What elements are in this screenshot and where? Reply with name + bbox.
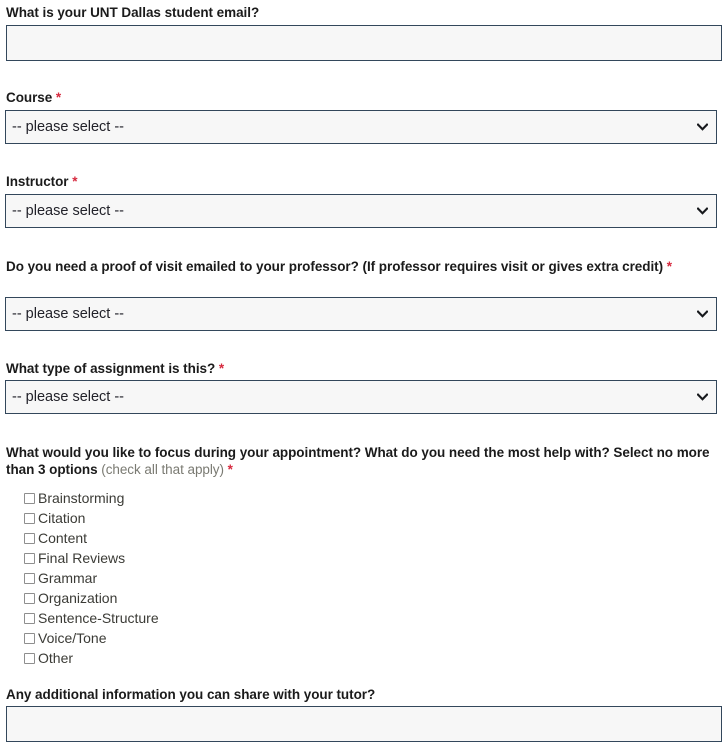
focus-area-label[interactable]: Organization	[38, 590, 118, 606]
select-wrap-course	[5, 110, 717, 144]
field-instructor	[0, 173, 83, 190]
focus-area-label[interactable]: Sentence-Structure	[38, 610, 159, 626]
label-student-email-text: What is your UNT Dallas student email?	[6, 5, 260, 20]
focus-area-checkbox[interactable]	[24, 553, 35, 564]
select-wrap-proof-of-visit	[5, 297, 717, 331]
label-focus-areas	[6, 444, 716, 478]
field-student-email	[0, 4, 265, 21]
checkbox-row[interactable]	[24, 648, 159, 668]
assignment-type-select[interactable]	[5, 380, 717, 414]
focus-area-checkbox[interactable]	[24, 573, 35, 584]
input-wrap-additional-info	[6, 706, 722, 742]
checkbox-row[interactable]	[24, 568, 159, 588]
checkbox-row[interactable]	[24, 488, 159, 508]
focus-area-label[interactable]: Content	[38, 530, 88, 546]
focus-area-label[interactable]: Other	[38, 650, 74, 666]
focus-area-checkbox[interactable]	[24, 633, 35, 644]
label-focus-areas-hint: (check all that apply)	[101, 462, 224, 477]
focus-area-label[interactable]: Citation	[38, 510, 86, 526]
label-course	[6, 89, 61, 106]
instructor-select[interactable]	[5, 194, 717, 228]
label-student-email	[6, 4, 259, 21]
checkbox-row[interactable]	[24, 548, 159, 568]
field-proof-of-visit	[0, 258, 700, 275]
checkbox-row[interactable]	[24, 628, 159, 648]
label-proof-of-visit-text: Do you need a proof of visit emailed to your professor? (If professor requires visit or gives extra credit)	[6, 259, 664, 274]
field-additional-info	[0, 686, 381, 703]
label-additional-info	[6, 686, 375, 703]
course-select[interactable]	[5, 110, 717, 144]
required-asterisk: *	[215, 361, 225, 376]
required-asterisk: *	[52, 90, 62, 105]
focus-area-checkbox[interactable]	[24, 513, 35, 524]
student-email-input[interactable]	[6, 25, 722, 61]
focus-areas-checkbox-group	[0, 488, 159, 668]
proof-of-visit-select[interactable]	[5, 297, 717, 331]
select-wrap-assignment-type	[5, 380, 717, 414]
field-focus-areas	[0, 444, 722, 478]
input-wrap-student-email	[6, 25, 722, 61]
label-course-text: Course	[6, 90, 53, 105]
checkbox-row[interactable]	[24, 508, 159, 528]
label-proof-of-visit	[6, 258, 694, 275]
focus-area-label[interactable]: Voice/Tone	[38, 630, 107, 646]
focus-area-checkbox[interactable]	[24, 593, 35, 604]
field-course	[0, 89, 67, 106]
checkbox-row[interactable]	[24, 528, 159, 548]
focus-area-checkbox[interactable]	[24, 533, 35, 544]
focus-area-label[interactable]: Brainstorming	[38, 490, 125, 506]
focus-area-checkbox[interactable]	[24, 493, 35, 504]
label-assignment-type	[6, 360, 224, 377]
required-asterisk: *	[68, 174, 78, 189]
label-instructor-text: Instructor	[6, 174, 69, 189]
label-focus-areas-text: What would you like to focus during your appointment? What do you need the most help with? Select no more than 3 options	[6, 445, 710, 477]
label-additional-info-text: Any additional information you can share with your tutor?	[6, 687, 376, 702]
required-asterisk: *	[223, 462, 233, 477]
focus-area-label[interactable]: Final Reviews	[38, 550, 126, 566]
additional-info-input[interactable]	[6, 706, 722, 742]
label-assignment-type-text: What type of assignment is this?	[6, 361, 216, 376]
focus-area-checkbox[interactable]	[24, 653, 35, 664]
checkbox-row[interactable]	[24, 588, 159, 608]
select-wrap-instructor	[5, 194, 717, 228]
required-asterisk: *	[663, 259, 672, 274]
focus-area-label[interactable]: Grammar	[38, 570, 98, 586]
field-assignment-type	[0, 360, 230, 377]
label-instructor	[6, 173, 77, 190]
focus-area-checkbox[interactable]	[24, 613, 35, 624]
checkbox-row[interactable]	[24, 608, 159, 628]
